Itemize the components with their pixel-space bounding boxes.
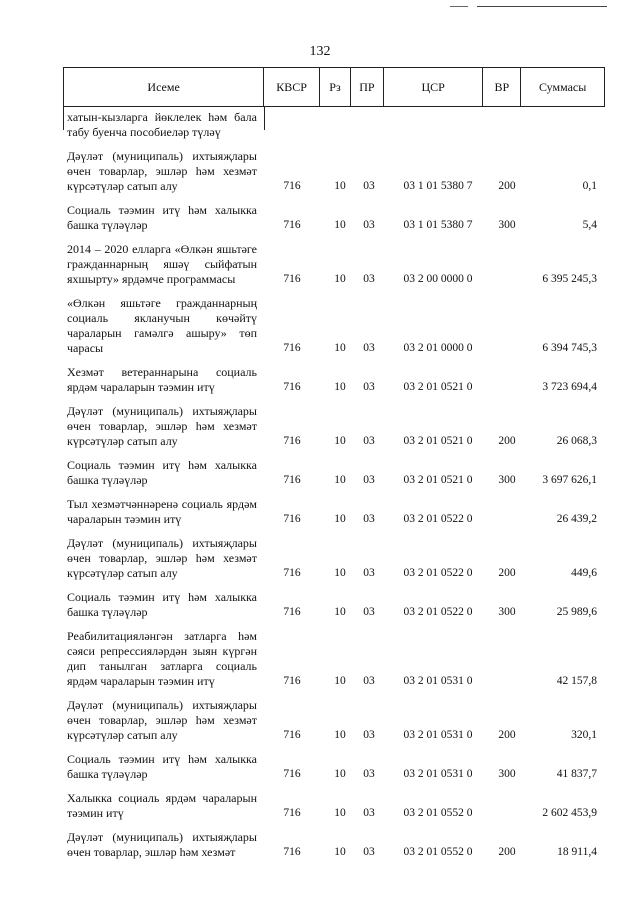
row-kvsr: 716 bbox=[283, 342, 301, 354]
column-divider-left bbox=[63, 107, 64, 130]
row-name: Хезмәт ветераннарына социаль ярдәм чараларын тәэмин итү bbox=[67, 365, 257, 394]
row-vr: 300 bbox=[498, 606, 516, 618]
row-vr: 200 bbox=[498, 729, 516, 741]
table-row bbox=[67, 629, 597, 689]
row-kvsr: 716 bbox=[283, 219, 301, 231]
row-pr: 03 bbox=[363, 513, 375, 525]
row-rz: 10 bbox=[334, 846, 346, 858]
row-name: Дәүләт (муниципаль) ихтыяҗлары өчен товарлар, эшләр һәм хезмәт күрсәтүләр сатып алу bbox=[67, 404, 257, 448]
row-sum: 2 602 453,9 bbox=[542, 807, 597, 819]
row-vr: 200 bbox=[498, 180, 516, 192]
row-name: хатын-кызларга йөклелек һәм бала табу буенча пособиеләр түләү bbox=[67, 110, 257, 139]
row-pr: 03 bbox=[363, 729, 375, 741]
row-vr: 300 bbox=[498, 219, 516, 231]
row-rz: 10 bbox=[334, 273, 346, 285]
row-name: Социаль тәэмин итү һәм халыкка башка түләүләр bbox=[67, 458, 257, 487]
row-sum: 5,4 bbox=[582, 219, 597, 231]
header-pr: ПР bbox=[351, 68, 384, 106]
row-sum: 42 157,8 bbox=[556, 675, 597, 687]
header-name: Исеме bbox=[64, 68, 264, 106]
table-row bbox=[67, 458, 597, 488]
row-csr: 03 2 01 0522 0 bbox=[403, 567, 473, 579]
row-pr: 03 bbox=[363, 807, 375, 819]
table-row bbox=[67, 365, 597, 395]
row-sum: 6 394 745,3 bbox=[542, 342, 597, 354]
row-rz: 10 bbox=[334, 474, 346, 486]
row-pr: 03 bbox=[363, 219, 375, 231]
row-vr: 200 bbox=[498, 567, 516, 579]
row-kvsr: 716 bbox=[283, 474, 301, 486]
row-name: Социаль тәэмин итү һәм халыкка башка түләүләр bbox=[67, 590, 257, 619]
row-rz: 10 bbox=[334, 342, 346, 354]
table-row bbox=[67, 791, 597, 821]
row-sum: 449,6 bbox=[571, 567, 597, 579]
row-rz: 10 bbox=[334, 768, 346, 780]
row-pr: 03 bbox=[363, 768, 375, 780]
row-name: «Өлкән яшьтәге гражданнарның социаль якланучын көчәйтү чараларын гамәлгә ашыру» төп чарасы bbox=[67, 296, 257, 355]
row-name: Социаль тәэмин итү һәм халыкка башка түләүләр bbox=[67, 752, 257, 781]
row-kvsr: 716 bbox=[283, 435, 301, 447]
table-row bbox=[67, 149, 597, 194]
row-kvsr: 716 bbox=[283, 846, 301, 858]
row-sum: 3 723 694,4 bbox=[542, 381, 597, 393]
header-kvsr: КВСР bbox=[264, 68, 320, 106]
row-kvsr: 716 bbox=[283, 567, 301, 579]
header-sum: Суммасы bbox=[538, 79, 587, 94]
row-pr: 03 bbox=[363, 474, 375, 486]
row-name: Дәүләт (муниципаль) ихтыяҗлары өчен товарлар, эшләр һәм хезмәт күрсәтүләр сатып алу bbox=[67, 698, 257, 742]
row-name: Дәүләт (муниципаль) ихтыяҗлары өчен товарлар, эшләр һәм хезмәт күрсәтүләр сатып алу bbox=[67, 149, 257, 193]
row-csr: 03 2 01 0521 0 bbox=[403, 474, 473, 486]
table-row bbox=[67, 536, 597, 581]
row-csr: 03 2 01 0522 0 bbox=[403, 513, 473, 525]
row-csr: 03 2 01 0531 0 bbox=[403, 729, 473, 741]
row-sum: 320,1 bbox=[571, 729, 597, 741]
row-rz: 10 bbox=[334, 807, 346, 819]
row-vr: 300 bbox=[498, 768, 516, 780]
row-csr: 03 1 01 5380 7 bbox=[403, 219, 473, 231]
row-csr: 03 2 01 0531 0 bbox=[403, 768, 473, 780]
table-header bbox=[63, 67, 605, 107]
row-name: Дәүләт (муниципаль) ихтыяҗлары өчен товарлар, эшләр һәм хезмәт bbox=[67, 830, 257, 859]
row-vr: 300 bbox=[498, 474, 516, 486]
row-sum: 6 395 245,3 bbox=[542, 273, 597, 285]
row-csr: 03 2 01 0552 0 bbox=[403, 846, 473, 858]
table-body bbox=[67, 110, 597, 869]
table-row bbox=[67, 404, 597, 449]
row-csr: 03 2 01 0552 0 bbox=[403, 807, 473, 819]
row-rz: 10 bbox=[334, 513, 346, 525]
row-sum: 3 697 626,1 bbox=[542, 474, 597, 486]
table-row bbox=[67, 830, 597, 860]
row-sum: 26 439,2 bbox=[556, 513, 597, 525]
table-row bbox=[67, 203, 597, 233]
top-decorative-rule bbox=[477, 6, 607, 7]
row-sum: 18 911,4 bbox=[557, 846, 597, 858]
row-kvsr: 716 bbox=[283, 675, 301, 687]
page-number: 132 bbox=[309, 44, 331, 59]
table-row bbox=[67, 497, 597, 527]
row-pr: 03 bbox=[363, 567, 375, 579]
row-kvsr: 716 bbox=[283, 768, 301, 780]
row-sum: 25 989,6 bbox=[556, 606, 597, 618]
row-rz: 10 bbox=[334, 567, 346, 579]
table-row bbox=[67, 698, 597, 743]
row-rz: 10 bbox=[334, 435, 346, 447]
row-csr: 03 2 01 0531 0 bbox=[403, 675, 473, 687]
row-csr: 03 2 01 0000 0 bbox=[403, 342, 473, 354]
row-kvsr: 716 bbox=[283, 729, 301, 741]
table-row bbox=[67, 296, 597, 356]
row-sum: 41 837,7 bbox=[556, 768, 597, 780]
row-sum: 26 068,3 bbox=[556, 435, 597, 447]
row-kvsr: 716 bbox=[283, 273, 301, 285]
row-pr: 03 bbox=[363, 180, 375, 192]
row-rz: 10 bbox=[334, 606, 346, 618]
table-row bbox=[67, 752, 597, 782]
row-pr: 03 bbox=[363, 435, 375, 447]
row-pr: 03 bbox=[363, 846, 375, 858]
row-rz: 10 bbox=[334, 219, 346, 231]
row-vr: 200 bbox=[498, 435, 516, 447]
row-csr: 03 2 01 0522 0 bbox=[403, 606, 473, 618]
row-csr: 03 1 01 5380 7 bbox=[403, 180, 473, 192]
row-rz: 10 bbox=[334, 180, 346, 192]
row-sum: 0,1 bbox=[582, 180, 597, 192]
table-row bbox=[67, 110, 597, 140]
table-row bbox=[67, 590, 597, 620]
row-name: Тыл хезмәтчәннәренә социаль ярдәм чараларын тәэмин итү bbox=[67, 497, 257, 526]
row-csr: 03 2 00 0000 0 bbox=[403, 273, 473, 285]
row-kvsr: 716 bbox=[283, 807, 301, 819]
row-rz: 10 bbox=[334, 729, 346, 741]
row-pr: 03 bbox=[363, 381, 375, 393]
header-csr: ЦСР bbox=[384, 68, 484, 106]
header-vr: ВР bbox=[483, 68, 521, 106]
row-csr: 03 2 01 0521 0 bbox=[403, 381, 473, 393]
row-kvsr: 716 bbox=[283, 513, 301, 525]
row-name: Социаль тәэмин итү һәм халыкка башка түләүләр bbox=[67, 203, 257, 232]
row-name: 2014 – 2020 елларга «Өлкән яшьтәге гражданнарның яшәү сыйфатын яхшырту» ярдәмче программасы bbox=[67, 242, 257, 286]
row-pr: 03 bbox=[363, 606, 375, 618]
row-rz: 10 bbox=[334, 675, 346, 687]
header-rz: Рз bbox=[320, 68, 351, 106]
row-name: Дәүләт (муниципаль) ихтыяҗлары өчен товарлар, эшләр һәм хезмәт күрсәтүләр сатып алу bbox=[67, 536, 257, 580]
row-pr: 03 bbox=[363, 342, 375, 354]
row-name: Халыкка социаль ярдәм чараларын тәэмин итү bbox=[67, 791, 257, 820]
row-name: Реабилитацияләнгән затларга һәм сәяси репрессияләрдән зыян күргән дип танылган затларга социаль ярдәм чараларын тәэмин итү bbox=[67, 629, 257, 688]
row-kvsr: 716 bbox=[283, 606, 301, 618]
table-row bbox=[67, 242, 597, 287]
row-kvsr: 716 bbox=[283, 381, 301, 393]
row-pr: 03 bbox=[363, 675, 375, 687]
top-decorative-rule-short bbox=[450, 6, 468, 7]
row-kvsr: 716 bbox=[283, 180, 301, 192]
row-vr: 200 bbox=[498, 846, 516, 858]
row-rz: 10 bbox=[334, 381, 346, 393]
row-csr: 03 2 01 0521 0 bbox=[403, 435, 473, 447]
row-pr: 03 bbox=[363, 273, 375, 285]
